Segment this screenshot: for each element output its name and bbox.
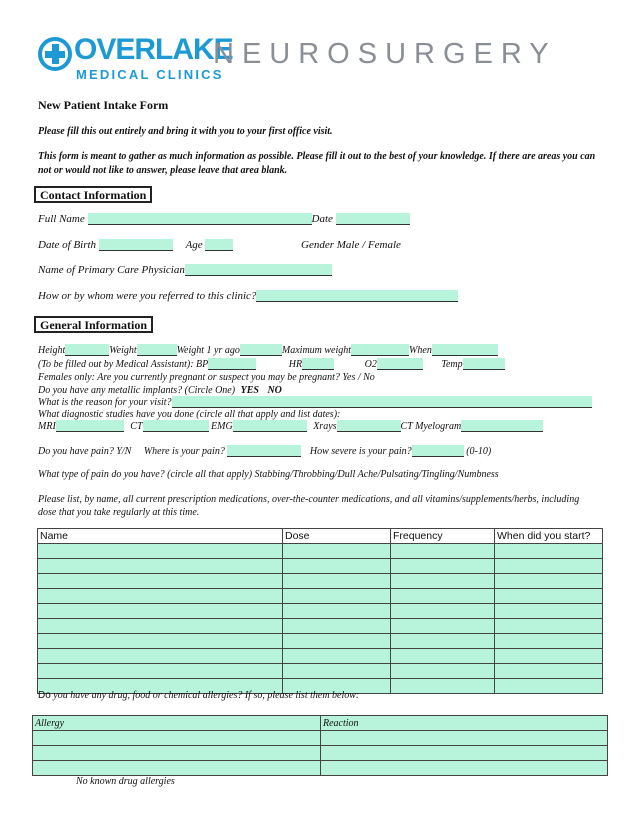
- general-heading: General Information: [34, 316, 153, 333]
- reason-label: What is the reason for your visit?: [38, 397, 172, 408]
- table-row: [38, 589, 603, 604]
- max-weight-field[interactable]: [351, 344, 409, 356]
- pain-severe-field[interactable]: [412, 445, 464, 457]
- allergy-cell[interactable]: [33, 746, 321, 761]
- dob-row: [38, 239, 233, 251]
- dob-field[interactable]: [99, 239, 173, 251]
- height-label: Height: [38, 345, 66, 356]
- table-row: [33, 746, 608, 761]
- o2-label: O2: [364, 359, 377, 370]
- bp-field[interactable]: [208, 358, 256, 370]
- table-row: [33, 731, 608, 746]
- table-row: [38, 649, 603, 664]
- table-row: [38, 559, 603, 574]
- nkda-option[interactable]: No known drug allergies: [76, 776, 175, 787]
- pain-row: [38, 445, 491, 457]
- logo-cross-icon: [38, 37, 72, 71]
- med-frequency-cell[interactable]: [391, 679, 495, 694]
- allergy-prompt-text: you have any drug, food or chemical allergies? If so, please list them below:: [50, 690, 360, 701]
- pain-scale: (0-10): [466, 446, 492, 457]
- med-frequency-cell[interactable]: [391, 559, 495, 574]
- implants-yes[interactable]: YES: [240, 385, 259, 396]
- xrays-label: Xrays: [313, 421, 337, 432]
- dob-label: Date of Birth: [38, 239, 97, 251]
- weight-1yr-label: Weight 1 yr ago: [176, 345, 240, 356]
- weight-label: Weight: [109, 345, 137, 356]
- col-allergy: Allergy: [33, 716, 321, 731]
- weight-field[interactable]: [137, 344, 177, 356]
- med-dose-cell[interactable]: [283, 544, 391, 559]
- pain-severe-label: How severe is your pain?: [309, 446, 412, 457]
- full-name-label: Full Name: [38, 213, 85, 225]
- height-field[interactable]: [65, 344, 109, 356]
- reason-row: [38, 396, 592, 408]
- med-start-cell[interactable]: [495, 559, 603, 574]
- col-reaction: Reaction: [321, 716, 608, 731]
- max-weight-label: Maximum weight: [281, 345, 352, 356]
- date-field[interactable]: [336, 213, 410, 225]
- med-start-cell[interactable]: [495, 544, 603, 559]
- form-title: New Patient Intake Form: [38, 98, 169, 112]
- age-label: Age: [185, 239, 203, 251]
- implants-no[interactable]: NO: [267, 385, 282, 396]
- referred-label: How or by whom were you referred to this clinic?: [38, 290, 257, 302]
- temp-label: Temp: [441, 359, 463, 370]
- ct-myelogram-label: CT Myelogram: [400, 421, 462, 432]
- ct-label: CT: [130, 421, 143, 432]
- table-row: [33, 761, 608, 776]
- med-start-cell[interactable]: [495, 679, 603, 694]
- temp-field[interactable]: [463, 358, 505, 370]
- referred-row: [38, 290, 458, 302]
- pain-where-label: Where is your pain?: [143, 446, 225, 457]
- medications-table: [37, 528, 603, 694]
- med-dose-cell[interactable]: [283, 559, 391, 574]
- gender-field[interactable]: Gender Male / Female: [301, 239, 401, 251]
- med-start-cell[interactable]: [495, 604, 603, 619]
- med-name-cell[interactable]: [38, 589, 283, 604]
- col-dose: Dose: [283, 529, 391, 544]
- pain-question: Do you have pain? Y/N: [38, 446, 132, 457]
- table-row: [38, 604, 603, 619]
- pain-where-field[interactable]: [227, 445, 301, 457]
- med-frequency-cell[interactable]: [391, 589, 495, 604]
- med-start-cell[interactable]: [495, 664, 603, 679]
- table-row: [38, 544, 603, 559]
- med-start-cell[interactable]: [495, 634, 603, 649]
- intro-line-2: This form is meant to gather as much information as possible. Please fill it out to the best of your knowledge. If there are areas you can not or would not like to answer, please leave that area blank.: [38, 151, 596, 176]
- allergy-prompt: [38, 690, 359, 701]
- weight-1yr-field[interactable]: [240, 344, 282, 356]
- pcp-label: Name of Primary Care Physician: [38, 264, 185, 276]
- intro-line-1: Please fill this out entirely and bring it with you to your first office visit.: [38, 126, 333, 137]
- brand-name: OVERLAKE: [74, 33, 233, 66]
- med-dose-cell[interactable]: [283, 619, 391, 634]
- ct-field[interactable]: [143, 420, 209, 432]
- reaction-cell[interactable]: [321, 731, 608, 746]
- when-label: When: [409, 345, 432, 356]
- med-dose-cell[interactable]: [283, 604, 391, 619]
- o2-field[interactable]: [377, 358, 423, 370]
- med-name-cell[interactable]: [38, 544, 283, 559]
- col-start: When did you start?: [495, 529, 603, 544]
- med-name-cell[interactable]: [38, 664, 283, 679]
- referred-field[interactable]: [256, 290, 458, 302]
- med-name-cell[interactable]: [38, 619, 283, 634]
- contact-heading: Contact Information: [34, 186, 152, 203]
- med-frequency-cell[interactable]: [391, 634, 495, 649]
- med-name-cell[interactable]: [38, 559, 283, 574]
- meds-note: Please list, by name, all current prescription medications, over-the-counter medications, and all vitamins/supplements/herbs, including dose that you take regularly at this time.: [38, 494, 580, 518]
- hr-field[interactable]: [302, 358, 334, 370]
- med-name-cell[interactable]: [38, 574, 283, 589]
- med-start-cell[interactable]: [495, 649, 603, 664]
- med-dose-cell[interactable]: [283, 634, 391, 649]
- col-frequency: Frequency: [391, 529, 495, 544]
- when-field[interactable]: [432, 344, 498, 356]
- pain-type: What type of pain do you have? (circle all that apply) Stabbing/Throbbing/Dull Ache/Pulsating/Tingling/Numbness: [38, 469, 499, 480]
- implants-row: [38, 385, 282, 396]
- implants-label: Do you have any metallic implants? (Circle One): [38, 385, 236, 396]
- brand-subtitle: MEDICAL CLINICS: [76, 67, 224, 82]
- emg-field[interactable]: [233, 420, 307, 432]
- bp-label: (To be filled out by Medical Assistant): BP: [38, 359, 209, 370]
- full-name-row: [38, 213, 410, 225]
- full-name-field[interactable]: [88, 213, 312, 225]
- pcp-field[interactable]: [185, 264, 332, 276]
- med-dose-cell[interactable]: [283, 589, 391, 604]
- vitals-row: [38, 344, 498, 356]
- med-start-cell[interactable]: [495, 619, 603, 634]
- hr-label: HR: [288, 359, 303, 370]
- med-name-cell[interactable]: [38, 634, 283, 649]
- studies-label: What diagnostic studies have you done (circle all that apply and list dates):: [38, 409, 341, 420]
- pcp-row: [38, 264, 332, 276]
- reason-field[interactable]: [172, 396, 592, 408]
- allergy-table: [32, 715, 608, 776]
- mri-field[interactable]: [56, 420, 124, 432]
- med-frequency-cell[interactable]: [391, 574, 495, 589]
- med-dose-cell[interactable]: [283, 649, 391, 664]
- table-row: [38, 619, 603, 634]
- table-row: [38, 634, 603, 649]
- department-name: NEUROSURGERY: [213, 38, 557, 70]
- allergy-cell[interactable]: [33, 761, 321, 776]
- allergy-prompt-do: Do: [38, 690, 51, 701]
- ma-row: [38, 358, 505, 370]
- med-dose-cell[interactable]: [283, 574, 391, 589]
- date-label: Date: [311, 213, 333, 225]
- xrays-field[interactable]: [337, 420, 401, 432]
- med-start-cell[interactable]: [495, 574, 603, 589]
- med-dose-cell[interactable]: [283, 664, 391, 679]
- reaction-cell[interactable]: [321, 761, 608, 776]
- med-frequency-cell[interactable]: [391, 619, 495, 634]
- med-frequency-cell[interactable]: [391, 544, 495, 559]
- mri-label: MRI: [38, 421, 56, 432]
- age-field[interactable]: [205, 239, 233, 251]
- allergy-cell[interactable]: [33, 731, 321, 746]
- table-row: [38, 574, 603, 589]
- table-row: [38, 664, 603, 679]
- emg-label: EMG: [211, 421, 233, 432]
- allergy-header-row: [33, 716, 608, 731]
- med-frequency-cell[interactable]: [391, 649, 495, 664]
- med-name-cell[interactable]: [38, 604, 283, 619]
- medications-header-row: [38, 529, 603, 544]
- med-frequency-cell[interactable]: [391, 664, 495, 679]
- med-frequency-cell[interactable]: [391, 604, 495, 619]
- med-start-cell[interactable]: [495, 589, 603, 604]
- reaction-cell[interactable]: [321, 746, 608, 761]
- females-only: Females only: Are you currently pregnant or suspect you may be pregnant? Yes / No: [38, 372, 375, 383]
- col-name: Name: [38, 529, 283, 544]
- ct-myelogram-field[interactable]: [461, 420, 543, 432]
- med-name-cell[interactable]: [38, 649, 283, 664]
- studies-row: [38, 420, 543, 432]
